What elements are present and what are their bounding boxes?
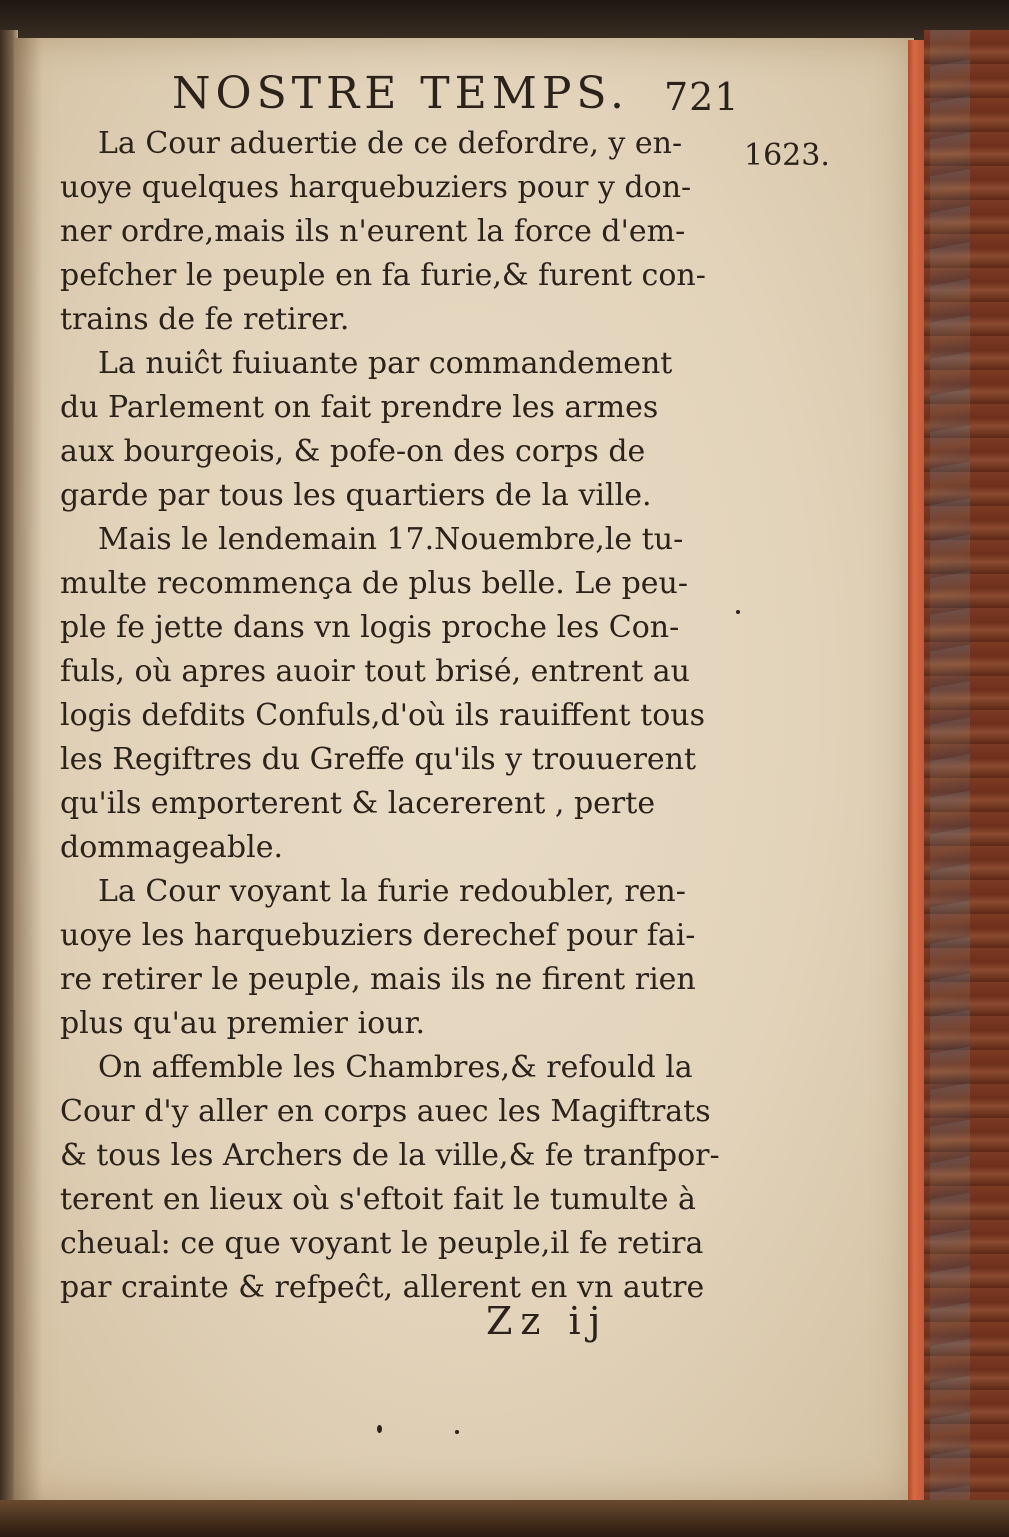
text-line: pefcher le peuple en fa furie,& furent con- (60, 258, 706, 293)
text-line: La Cour voyant la furie redoubler, ren- (98, 874, 686, 909)
body-text (60, 122, 740, 1310)
page-number: 721 (664, 75, 740, 119)
scan-background-bottom (0, 1500, 1009, 1537)
ink-speck (736, 610, 740, 614)
red-page-edge (908, 40, 924, 1500)
text-line: On affemble les Chambres,& refould la (98, 1050, 693, 1085)
text-line: aux bourgeois, & pofe-on des corps de (60, 434, 646, 469)
text-line: les Regiftres du Greffe qu'ils y trouuerent (60, 742, 697, 777)
ink-speck (377, 1425, 382, 1433)
text-line: La nuiĉt fuiuante par commandement (98, 346, 673, 381)
text-line: du Parlement on fait prendre les armes (60, 390, 659, 425)
text-line: uoye les harquebuziers derechef pour fai- (60, 918, 696, 953)
running-head: NOSTRE TEMPS. (172, 68, 629, 119)
text-line: cheual: ce que voyant le peuple,il fe retira (60, 1226, 704, 1261)
text-line: trains de fe retirer. (60, 302, 350, 337)
signature-mark: Zz ij (486, 1299, 609, 1343)
text-line: re retirer le peuple, mais ils ne firent rien (60, 962, 696, 997)
text-line: garde par tous les quartiers de la ville. (60, 478, 652, 513)
marbled-binding-pattern (930, 30, 970, 1510)
text-line: plus qu'au premier iour. (60, 1006, 426, 1041)
text-line: La Cour aduertie de ce defordre, y en- (98, 126, 683, 161)
text-line: Cour d'y aller en corps auec les Magiftrats (60, 1094, 711, 1129)
margin-note-year: 1623. (744, 138, 830, 173)
text-line: multe recommença de plus belle. Le peu- (60, 566, 689, 601)
ink-speck (455, 1430, 459, 1434)
text-line: ner ordre,mais ils n'eurent la force d'em- (60, 214, 686, 249)
text-line: par crainte & refpeĉt, allerent en vn autre (60, 1270, 705, 1305)
text-line: Mais le lendemain 17.Nouembre,le tu- (98, 522, 684, 557)
text-line: terent en lieux où s'eftoit fait le tumulte à (60, 1182, 696, 1217)
scan-background-top (0, 0, 1009, 40)
text-line: uoye quelques harquebuziers pour y don- (60, 170, 692, 205)
text-line: fuls, où apres auoir tout brisé, entrent au (60, 654, 690, 689)
text-line: & tous les Archers de la ville,& fe tranfpor- (60, 1138, 720, 1173)
text-line: ple fe jette dans vn logis proche les Con- (60, 610, 680, 645)
page-gutter-shadow (14, 38, 42, 1500)
text-line: logis defdits Confuls,d'où ils rauiffent tous (60, 698, 705, 733)
text-line: dommageable. (60, 830, 283, 865)
text-line: qu'ils emporterent & lacererent , perte (60, 786, 656, 821)
